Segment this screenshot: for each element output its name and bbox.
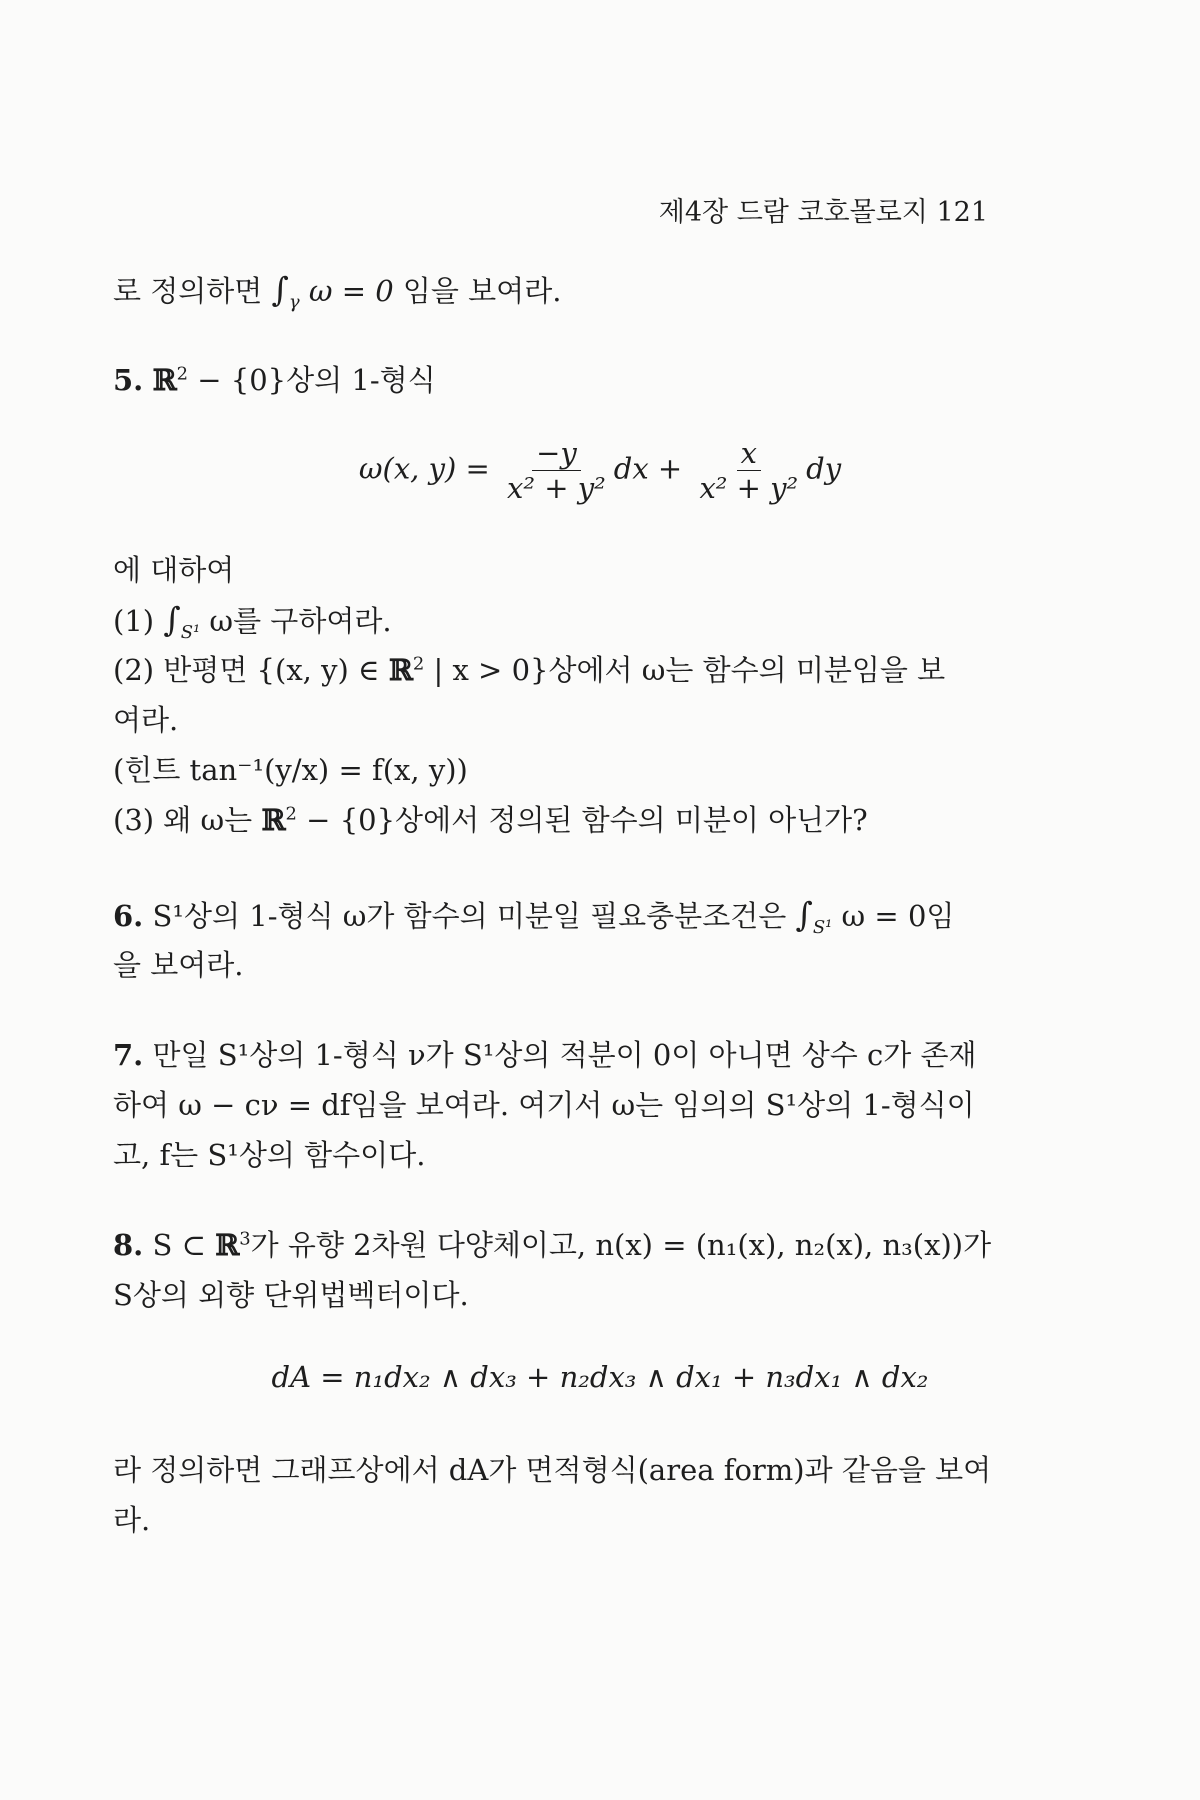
problem7-line3: 고, f는 S¹상의 함수이다.: [113, 1138, 426, 1172]
problem6-line2: 을 보여라.: [113, 948, 244, 982]
top-line: 로 정의하면 $\int_\gamma$ ω = 0 임을 보여라.: [113, 270, 562, 313]
problem5-q3: (3) 왜 ω는 ℝ$^2$ − {0}상에서 정의된 함수의 미분이 아닌가?: [113, 803, 868, 837]
problem5-intro: 5. ℝ$^2$ − {0}상의 1-형식: [113, 363, 436, 397]
problem5-formula: ω(x, y) = $\frac{-y}{\text{x² + y²}}$ dx + $\frac{x}{\text{x² + y²}}$ dy: [358, 436, 842, 505]
problem8-formula: dA = n₁dx₂ ∧ dx₃ + n₂dx₃ ∧ dx₁ + n₃dx₁ ∧ dx₂: [271, 1360, 929, 1394]
problem5-q1: (1) $\int_{S^1}$ ω를 구하여라.: [113, 600, 392, 643]
problem8-line4: 라.: [113, 1503, 151, 1537]
problem8-line3: 라 정의하면 그래프상에서 dA가 면적형식(area form)과 같음을 보여: [113, 1453, 992, 1487]
problem5-q2: (2) 반평면 {(x, y) ∈ ℝ$^2$ | x > 0}상에서 ω는 함수의 미분임을 보: [113, 653, 946, 687]
problem8-line1: 8. S ⊂ ℝ$^3$가 유향 2차원 다양체이고, n(x) = (n₁(x), n₂(x), n₃(x))가: [113, 1228, 992, 1262]
page-header: 제4장 드람 코호몰로지 121: [658, 197, 988, 228]
problem7-line1: 7. 만일 S¹상의 1-형식 ν가 S¹상의 적분이 0이 아니면 상수 c가 존재: [113, 1038, 977, 1072]
problem5-hint: (힌트 tan⁻¹(y/x) = f(x, y)): [113, 753, 468, 787]
problem7-line2: 하여 ω − cν = df임을 보여라. 여기서 ω는 임의의 S¹상의 1-형식이: [113, 1088, 975, 1122]
problem6-line1: 6. S¹상의 1-형식 ω가 함수의 미분일 필요충분조건은 $\int_{S^1}$ ω = 0임: [113, 895, 955, 938]
problem5-q2-cont: 여라.: [113, 703, 179, 737]
fraction-1: $\frac{-y}{\text{x² + y²}}$: [507, 436, 606, 505]
problem5-for: 에 대하여: [113, 553, 235, 587]
fraction-2: $\frac{x}{\text{x² + y²}}$: [699, 436, 799, 505]
problem8-line2: S상의 외향 단위법벡터이다.: [113, 1278, 469, 1312]
